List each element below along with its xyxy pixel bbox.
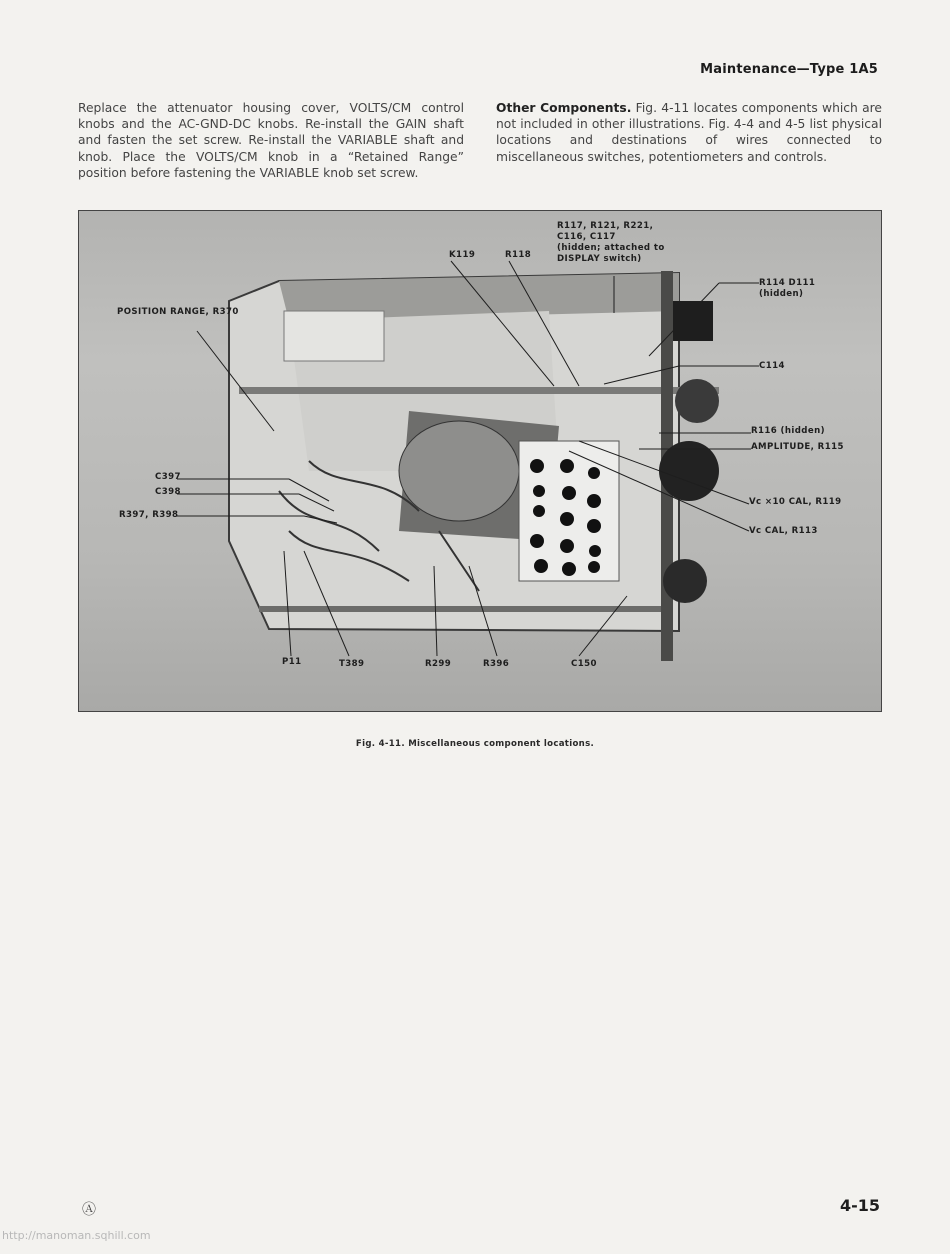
callout-top-group-line4: DISPLAY switch): [557, 254, 642, 264]
callout-c150: C150: [571, 659, 597, 669]
callout-amplitude: AMPLITUDE, R115: [751, 442, 844, 452]
left-paragraph: Replace the attenuator housing cover, VOLTS/CM control knobs and the AC-GND-DC knobs. Re-install the GAIN shaft and fasten the set screw. Re-install the VARIABLE shaft and knob. Place the VOLTS/CM knob in a “Retained Range” position before fastening the VARIABLE knob set screw.: [78, 101, 464, 180]
callout-r397-r398: R397, R398: [119, 510, 179, 520]
section-heading: Other Components.: [496, 101, 632, 115]
callout-vc-cal: Vc CAL, R113: [749, 526, 818, 536]
callout-top-group-line3: (hidden; attached to: [557, 243, 665, 253]
callout-r116: R116 (hidden): [751, 426, 825, 436]
callout-x10-cal: Vc ×10 CAL, R119: [749, 497, 842, 507]
publisher-mark: Ⓐ: [82, 1202, 96, 1218]
callout-c398: C398: [155, 487, 181, 497]
section-body: Fig. 4-11 locates components which are not included in other illustrations. Fig. 4-4 and 4-5 list physical locations and destinations of wires connected to miscellaneous switches, potentiometers and controls.: [496, 101, 882, 164]
callout-r114-hidden: (hidden): [759, 289, 804, 299]
callout-top-group-line2: C116, C117: [557, 232, 616, 242]
callout-position-range: POSITION RANGE, R370: [117, 307, 239, 317]
figure-caption: Fig. 4-11. Miscellaneous component locations.: [355, 739, 595, 749]
callout-r299: R299: [425, 659, 452, 669]
callout-c397: C397: [155, 472, 181, 482]
callout-c114: C114: [759, 361, 785, 371]
callout-top-group-line1: R117, R121, R221,: [557, 221, 654, 231]
running-header: Maintenance—Type 1A5: [700, 62, 878, 77]
callout-r114-d111: R114 D111: [759, 278, 816, 288]
page-number: 4-15: [839, 1196, 880, 1215]
callout-r118: R118: [505, 250, 532, 260]
callout-t389: T389: [339, 659, 365, 669]
source-watermark[interactable]: http://manoman.sqhill.com: [2, 1229, 151, 1242]
callout-k119: K119: [449, 250, 476, 260]
right-paragraph: [496, 100, 882, 165]
component-photo: [78, 210, 882, 712]
callout-p11: P11: [282, 657, 302, 667]
callout-r396: R396: [483, 659, 510, 669]
